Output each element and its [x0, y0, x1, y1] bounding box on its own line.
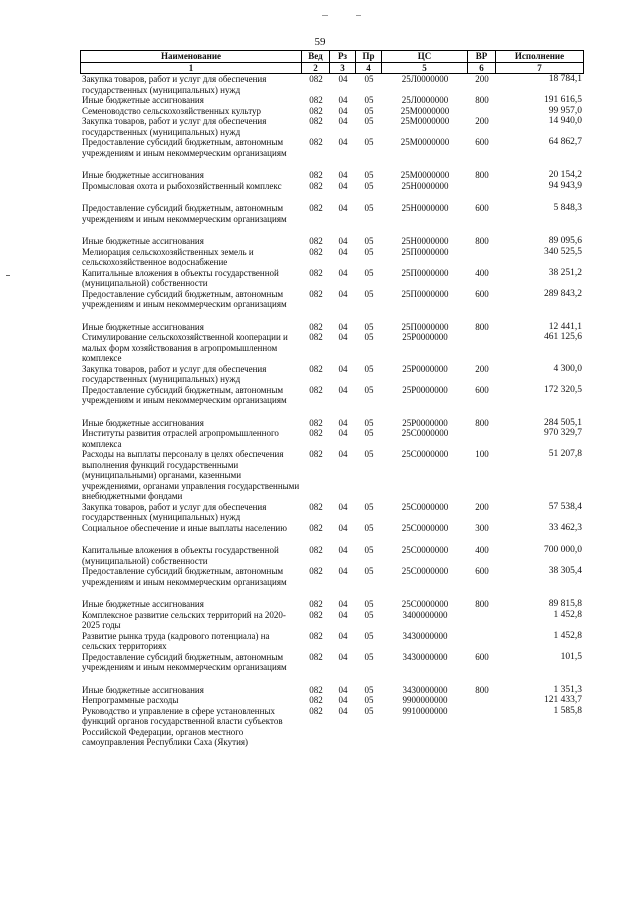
scan-speck — [356, 15, 361, 16]
row-cs: 9910000000 — [402, 705, 448, 716]
row-cs: 25Н0000000 — [401, 236, 449, 246]
row-name: Иные бюджетные ассигнования — [82, 236, 204, 246]
row-rz: 04 — [338, 321, 348, 332]
header-ved: Вед — [302, 50, 330, 63]
row-name: Капитальные вложения в объекты государственной (муниципальной) собственности — [82, 267, 279, 288]
row-rz: 04 — [338, 705, 348, 716]
row-cs: 25Р0000000 — [402, 332, 448, 342]
row-pr: 05 — [364, 137, 374, 147]
row-vr: 200 — [475, 501, 489, 512]
row-ved: 082 — [309, 74, 323, 84]
row-sum: 289 843,2 — [544, 288, 582, 299]
table-row — [80, 566, 584, 587]
row-name: Иные бюджетные ассигнования — [82, 599, 204, 609]
row-ved: 082 — [309, 116, 323, 126]
page-number: 59 — [314, 36, 326, 48]
row-cs: 3430000000 — [402, 651, 448, 662]
row-vr: 800 — [475, 95, 489, 105]
table-row — [80, 685, 584, 696]
row-sum: 1 585,8 — [553, 705, 582, 716]
row-ved: 082 — [309, 236, 323, 246]
row-rz: 04 — [338, 695, 348, 705]
row-sum: 20 154,2 — [548, 170, 582, 180]
table-row — [80, 385, 584, 406]
table-row — [80, 706, 584, 748]
row-name: Иные бюджетные ассигнования — [82, 95, 204, 105]
row-cs: 25С0000000 — [401, 522, 449, 533]
table-row — [80, 268, 584, 289]
row-rz: 04 — [338, 651, 348, 662]
row-ved: 082 — [309, 417, 323, 428]
row-sum: 99 957,0 — [548, 105, 582, 116]
row-rz: 04 — [338, 566, 348, 576]
table-row — [80, 236, 584, 247]
row-name: Комплексное развитие сельских территорий на 2020-2025 годы — [82, 609, 286, 630]
row-cs: 25С0000000 — [401, 449, 449, 459]
row-pr: 05 — [364, 630, 374, 641]
table-row — [80, 247, 584, 268]
header-name: Наименование — [80, 50, 302, 63]
row-ved: 082 — [309, 203, 323, 213]
row-rz: 04 — [338, 522, 348, 533]
row-rz: 04 — [338, 449, 348, 459]
row-pr: 05 — [364, 599, 374, 609]
row-cs: 25Р0000000 — [402, 417, 448, 428]
row-name: Иные бюджетные ассигнования — [82, 321, 204, 332]
colnum-3: 3 — [330, 63, 356, 75]
table-row — [80, 289, 584, 310]
row-cs: 25Л0000000 — [401, 95, 449, 105]
row-ved: 082 — [309, 105, 323, 116]
row-ved: 082 — [309, 428, 323, 438]
row-cs: 25С0000000 — [401, 428, 449, 438]
row-sum: 64 862,7 — [548, 137, 582, 147]
row-ved: 082 — [309, 170, 323, 180]
row-vr: 100 — [475, 449, 489, 459]
row-pr: 05 — [364, 321, 374, 332]
row-name: Социальное обеспечение и иные выплаты населению — [82, 522, 287, 533]
row-name: Предоставление субсидий бюджетным, автономным учреждениям и иным некоммерческим организациям — [82, 566, 287, 587]
row-name: Стимулирование сельскохозяйственной кооперации и малых форм хозяйствования в агропромышленном комплексе — [82, 332, 288, 363]
row-name: Предоставление субсидий бюджетным, автономным учреждениям и иным некоммерческим организациям — [82, 137, 287, 158]
row-rz: 04 — [338, 74, 348, 84]
row-vr: 800 — [475, 236, 489, 246]
row-rz: 04 — [338, 545, 348, 555]
row-sum: 89 095,6 — [548, 236, 582, 246]
row-pr: 05 — [364, 74, 374, 84]
row-ved: 082 — [309, 137, 323, 147]
row-name: Семеноводство сельскохозяйственных культур — [82, 105, 262, 116]
row-rz: 04 — [338, 363, 348, 374]
row-ved: 082 — [309, 566, 323, 576]
row-rz: 04 — [338, 180, 348, 191]
row-pr: 05 — [364, 449, 374, 459]
row-pr: 05 — [364, 267, 374, 278]
row-pr: 05 — [364, 363, 374, 374]
row-vr: 800 — [475, 321, 489, 332]
row-name: Предоставление субсидий бюджетным, автономным учреждениям и иным некоммерческим организациям — [82, 203, 287, 224]
row-cs: 25М0000000 — [400, 116, 450, 126]
row-vr: 800 — [475, 599, 489, 609]
table-row — [80, 322, 584, 333]
row-rz: 04 — [338, 246, 348, 257]
row-rz: 04 — [338, 288, 348, 299]
scan-mark — [6, 275, 10, 276]
row-sum: 101,5 — [560, 651, 582, 662]
row-sum: 57 538,4 — [548, 501, 582, 512]
header-pr: Пр — [356, 50, 382, 63]
row-pr: 05 — [364, 95, 374, 105]
row-pr: 05 — [364, 236, 374, 246]
row-name: Институты развития отраслей агропромышленного комплекса — [82, 428, 279, 449]
row-ved: 082 — [309, 501, 323, 512]
row-ved: 082 — [309, 332, 323, 342]
row-rz: 04 — [338, 609, 348, 620]
table-row — [80, 599, 584, 610]
row-pr: 05 — [364, 501, 374, 512]
row-sum: 18 784,1 — [548, 74, 582, 84]
row-sum: 284 505,1 — [544, 417, 582, 428]
row-rz: 04 — [338, 501, 348, 512]
row-vr: 800 — [475, 170, 489, 180]
row-sum: 89 815,8 — [548, 599, 582, 609]
row-ved: 082 — [309, 288, 323, 299]
row-pr: 05 — [364, 105, 374, 116]
row-name: Закупка товаров, работ и услуг для обеспечения государственных (муниципальных) нужд — [82, 116, 267, 137]
table-header — [80, 50, 584, 63]
row-sum: 700 000,0 — [544, 545, 582, 555]
header-sum: Исполнение — [496, 50, 584, 63]
row-name: Промысловая охота и рыбохозяйственный комплекс — [82, 180, 282, 191]
row-ved: 082 — [309, 246, 323, 257]
table-row — [80, 116, 584, 137]
row-name: Закупка товаров, работ и услуг для обеспечения государственных (муниципальных) нужд — [82, 363, 267, 384]
row-pr: 05 — [364, 288, 374, 299]
row-name: Предоставление субсидий бюджетным, автономным учреждениям и иным некоммерческим организациям — [82, 384, 287, 405]
table-row — [80, 631, 584, 652]
row-cs: 25П0000000 — [401, 267, 449, 278]
row-sum: 970 329,7 — [544, 428, 582, 438]
table-row — [80, 523, 584, 534]
row-vr: 200 — [475, 74, 489, 84]
table-row — [80, 74, 584, 95]
row-cs: 25С0000000 — [401, 599, 449, 609]
row-ved: 082 — [309, 630, 323, 641]
row-rz: 04 — [338, 170, 348, 180]
row-vr: 400 — [475, 267, 489, 278]
table-row — [80, 106, 584, 117]
row-cs: 25Н0000000 — [401, 180, 449, 191]
row-pr: 05 — [364, 684, 374, 695]
row-sum: 38 305,4 — [548, 566, 582, 576]
table-row — [80, 428, 584, 449]
row-sum: 51 207,8 — [548, 449, 582, 459]
row-cs: 25М0000000 — [400, 170, 450, 180]
row-ved: 082 — [309, 684, 323, 695]
row-vr: 300 — [475, 522, 489, 533]
row-pr: 05 — [364, 695, 374, 705]
row-sum: 191 616,5 — [544, 95, 582, 105]
scan-speck — [322, 15, 328, 16]
row-rz: 04 — [338, 630, 348, 641]
row-cs: 25Н0000000 — [401, 203, 449, 213]
row-cs: 25М0000000 — [400, 137, 450, 147]
row-sum: 38 251,2 — [548, 267, 582, 278]
row-sum: 121 433,7 — [544, 695, 582, 705]
row-cs: 25П0000000 — [401, 321, 449, 332]
row-name: Иные бюджетные ассигнования — [82, 170, 204, 180]
row-vr: 800 — [475, 684, 489, 695]
row-rz: 04 — [338, 332, 348, 342]
row-rz: 04 — [338, 236, 348, 246]
row-ved: 082 — [309, 609, 323, 620]
row-cs: 25С0000000 — [401, 501, 449, 512]
row-sum: 340 525,5 — [544, 246, 582, 257]
budget-table — [80, 50, 584, 748]
row-ved: 082 — [309, 180, 323, 191]
row-pr: 05 — [364, 203, 374, 213]
table-row — [80, 449, 584, 502]
row-vr: 400 — [475, 545, 489, 555]
row-name: Закупка товаров, работ и услуг для обеспечения государственных (муниципальных) нужд — [82, 501, 267, 522]
row-vr: 800 — [475, 417, 489, 428]
row-rz: 04 — [338, 203, 348, 213]
row-sum: 12 441,1 — [548, 321, 582, 332]
table-row — [80, 170, 584, 181]
row-vr: 200 — [475, 363, 489, 374]
table-row — [80, 652, 584, 673]
row-pr: 05 — [364, 116, 374, 126]
row-cs: 25М0000000 — [400, 105, 450, 116]
table-row — [80, 502, 584, 523]
row-pr: 05 — [364, 522, 374, 533]
row-rz: 04 — [338, 599, 348, 609]
row-rz: 04 — [338, 417, 348, 428]
table-row — [80, 181, 584, 192]
row-sum: 94 943,9 — [548, 180, 582, 191]
row-name: Расходы на выплаты персоналу в целях обеспечения выполнения функций государственными (муниципальными) органами, казенными учреждениями, органами управления государственными внебюджетными фондами — [82, 449, 300, 501]
row-name: Предоставление субсидий бюджетным, автономным учреждениям и иным некоммерческим организациям — [82, 288, 287, 309]
row-pr: 05 — [364, 609, 374, 620]
table-row — [80, 610, 584, 631]
row-name: Руководство и управление в сфере установленных функций органов государственной власти субъектов Российской Федерации, органов местного самоуправления Республики Саха (Якутия) — [82, 705, 283, 747]
row-pr: 05 — [364, 180, 374, 191]
row-name: Непрограммные расходы — [82, 695, 179, 705]
row-pr: 05 — [364, 170, 374, 180]
colnum-1: 1 — [80, 63, 302, 75]
row-cs: 25С0000000 — [401, 545, 449, 555]
row-cs: 25Р0000000 — [402, 363, 448, 374]
row-ved: 082 — [309, 522, 323, 533]
row-rz: 04 — [338, 137, 348, 147]
row-ved: 082 — [309, 705, 323, 716]
row-pr: 05 — [364, 566, 374, 576]
row-ved: 082 — [309, 384, 323, 395]
table-row — [80, 332, 584, 364]
row-sum: 1 351,3 — [553, 684, 582, 695]
row-cs: 25П0000000 — [401, 288, 449, 299]
row-rz: 04 — [338, 428, 348, 438]
table-column-numbers — [80, 63, 584, 75]
row-rz: 04 — [338, 105, 348, 116]
row-cs: 25П0000000 — [401, 246, 449, 257]
row-ved: 082 — [309, 267, 323, 278]
row-cs: 9900000000 — [402, 695, 448, 705]
row-name: Мелиорация сельскохозяйственных земель и сельскохозяйственное водоснабжение — [82, 246, 254, 267]
table-row — [80, 364, 584, 385]
row-vr: 200 — [475, 116, 489, 126]
row-vr: 600 — [475, 651, 489, 662]
table-body — [80, 74, 584, 748]
row-ved: 082 — [309, 449, 323, 459]
row-ved: 082 — [309, 695, 323, 705]
row-cs: 3430000000 — [402, 630, 448, 641]
row-ved: 082 — [309, 651, 323, 662]
row-name: Иные бюджетные ассигнования — [82, 417, 204, 428]
header-cs: ЦС — [382, 50, 468, 63]
header-rz: Рз — [330, 50, 356, 63]
row-name: Развитие рынка труда (кадрового потенциала) на сельских территориях — [82, 630, 270, 651]
row-vr: 600 — [475, 384, 489, 395]
row-cs: 3430000000 — [402, 684, 448, 695]
row-pr: 05 — [364, 651, 374, 662]
row-rz: 04 — [338, 267, 348, 278]
row-name: Капитальные вложения в объекты государственной (муниципальной) собственности — [82, 545, 279, 566]
row-vr: 600 — [475, 566, 489, 576]
row-ved: 082 — [309, 321, 323, 332]
table-row — [80, 137, 584, 158]
row-cs: 25Р0000000 — [402, 384, 448, 395]
row-sum: 14 940,0 — [548, 116, 582, 126]
row-rz: 04 — [338, 116, 348, 126]
row-cs: 3400000000 — [402, 609, 448, 620]
row-sum: 1 452,8 — [553, 609, 582, 620]
colnum-5: 5 — [382, 63, 468, 75]
row-ved: 082 — [309, 363, 323, 374]
row-ved: 082 — [309, 95, 323, 105]
row-name: Иные бюджетные ассигнования — [82, 684, 204, 695]
row-sum: 5 848,3 — [553, 203, 582, 213]
row-rz: 04 — [338, 684, 348, 695]
row-pr: 05 — [364, 705, 374, 716]
row-pr: 05 — [364, 417, 374, 428]
row-name: Предоставление субсидий бюджетным, автономным учреждениям и иным некоммерческим организациям — [82, 651, 287, 672]
colnum-7: 7 — [496, 63, 584, 75]
table-row — [80, 95, 584, 106]
row-cs: 25Л0000000 — [401, 74, 449, 84]
row-rz: 04 — [338, 95, 348, 105]
table-row — [80, 545, 584, 566]
row-sum: 4 300,0 — [553, 363, 582, 374]
header-vr: ВР — [468, 50, 496, 63]
row-ved: 082 — [309, 545, 323, 555]
row-vr: 600 — [475, 137, 489, 147]
row-ved: 082 — [309, 599, 323, 609]
colnum-4: 4 — [356, 63, 382, 75]
row-sum: 33 462,3 — [548, 522, 582, 533]
table-row — [80, 418, 584, 429]
table-row — [80, 695, 584, 706]
row-sum: 172 320,5 — [544, 384, 582, 395]
row-pr: 05 — [364, 332, 374, 342]
row-vr: 600 — [475, 203, 489, 213]
row-pr: 05 — [364, 384, 374, 395]
row-vr: 600 — [475, 288, 489, 299]
table-row — [80, 203, 584, 224]
colnum-6: 6 — [468, 63, 496, 75]
colnum-2: 2 — [302, 63, 330, 75]
row-pr: 05 — [364, 545, 374, 555]
row-name: Закупка товаров, работ и услуг для обеспечения государственных (муниципальных) нужд — [82, 74, 267, 95]
row-cs: 25С0000000 — [401, 566, 449, 576]
row-pr: 05 — [364, 428, 374, 438]
row-rz: 04 — [338, 384, 348, 395]
row-sum: 1 452,8 — [553, 630, 582, 641]
row-pr: 05 — [364, 246, 374, 257]
row-sum: 461 125,6 — [544, 332, 582, 342]
